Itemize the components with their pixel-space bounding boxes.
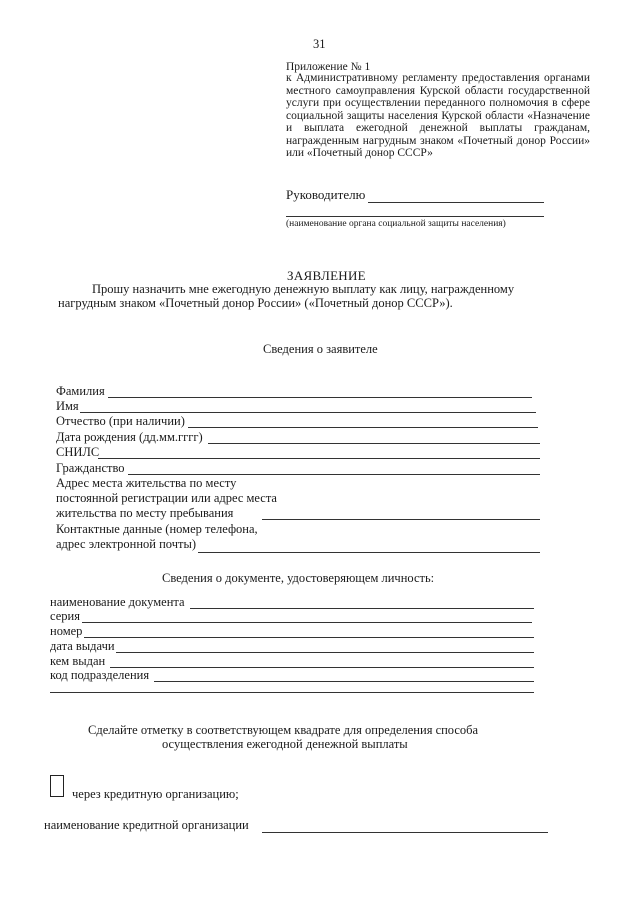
recipient-label: Руководителю [286, 187, 366, 202]
page-number: 31 [313, 37, 326, 51]
doc-name-field[interactable] [190, 608, 534, 609]
recipient-caption: (наименование органа социальной защиты населения) [286, 219, 506, 229]
issued-by-label: кем выдан [50, 654, 106, 668]
division-code-label: код подразделения [50, 668, 150, 682]
name-label: Имя [56, 399, 79, 413]
recipient-field[interactable] [368, 202, 544, 203]
credit-org-name-label: наименование кредитной организации [44, 818, 249, 832]
address-label-2: постоянной регистрации или адрес места [56, 491, 277, 505]
credit-org-option-label: через кредитную организацию; [72, 787, 239, 801]
number-label: номер [50, 624, 83, 638]
number-field[interactable] [84, 637, 534, 638]
surname-label: Фамилия [56, 384, 105, 398]
snils-field[interactable] [98, 458, 540, 459]
statement-line-2: нагрудным знаком «Почетный донор России» («Почетный донор СССР»). [58, 296, 453, 310]
statement-line-1: Прошу назначить мне ежегодную денежную выплату как лицу, награжденному [92, 282, 515, 296]
patronymic-label: Отчество (при наличии) [56, 414, 185, 428]
credit-org-name-field[interactable] [262, 832, 548, 833]
appendix-text: к Административному регламенту предоставления органами местного самоуправления Курской области государственной услуги при осуществлении переданного полномочия в сфере социальной защиты населения Курской области «Назначение и выплата ежегодной денежной выплаты гражданам, награжденным нагрудным знаком «Почетный донор России» или «Почетный донор СССР» [286, 72, 590, 159]
contacts-label-2: адрес электронной почты) [56, 537, 197, 551]
snils-label: СНИЛС [56, 445, 100, 459]
patronymic-field[interactable] [188, 427, 538, 428]
birth-date-field[interactable] [208, 443, 540, 444]
credit-org-checkbox[interactable] [50, 775, 64, 797]
citizenship-field[interactable] [128, 474, 540, 475]
citizenship-label: Гражданство [56, 461, 125, 475]
address-field[interactable] [262, 519, 540, 520]
issue-date-label: дата выдачи [50, 639, 115, 653]
extra-line[interactable] [50, 692, 534, 693]
division-code-field[interactable] [154, 681, 534, 682]
doc-name-label: наименование документа [50, 595, 185, 609]
payment-instruction-2: осуществления ежегодной денежной выплаты [162, 737, 408, 751]
appendix-title: Приложение № 1 [286, 61, 371, 73]
applicant-section-title: Сведения о заявителе [263, 342, 378, 356]
issue-date-field[interactable] [116, 652, 534, 653]
surname-field[interactable] [108, 397, 532, 398]
series-field[interactable] [82, 622, 532, 623]
contacts-field[interactable] [198, 552, 540, 553]
address-label-1: Адрес места жительства по месту [56, 476, 237, 490]
statement-title: ЗАЯВЛЕНИЕ [287, 268, 366, 283]
document-section-title: Сведения о документе, удостоверяющем личность: [162, 571, 435, 585]
name-field[interactable] [80, 412, 536, 413]
payment-instruction-1: Сделайте отметку в соответствующем квадрате для определения способа [88, 723, 479, 737]
birth-date-label: Дата рождения (дд.мм.гггг) [56, 430, 203, 444]
recipient-field-2[interactable] [286, 216, 544, 217]
series-label: серия [50, 609, 80, 623]
contacts-label-1: Контактные данные (номер телефона, [56, 522, 258, 536]
issued-by-field[interactable] [110, 667, 534, 668]
address-label-3: жительства по месту пребывания [56, 506, 234, 520]
